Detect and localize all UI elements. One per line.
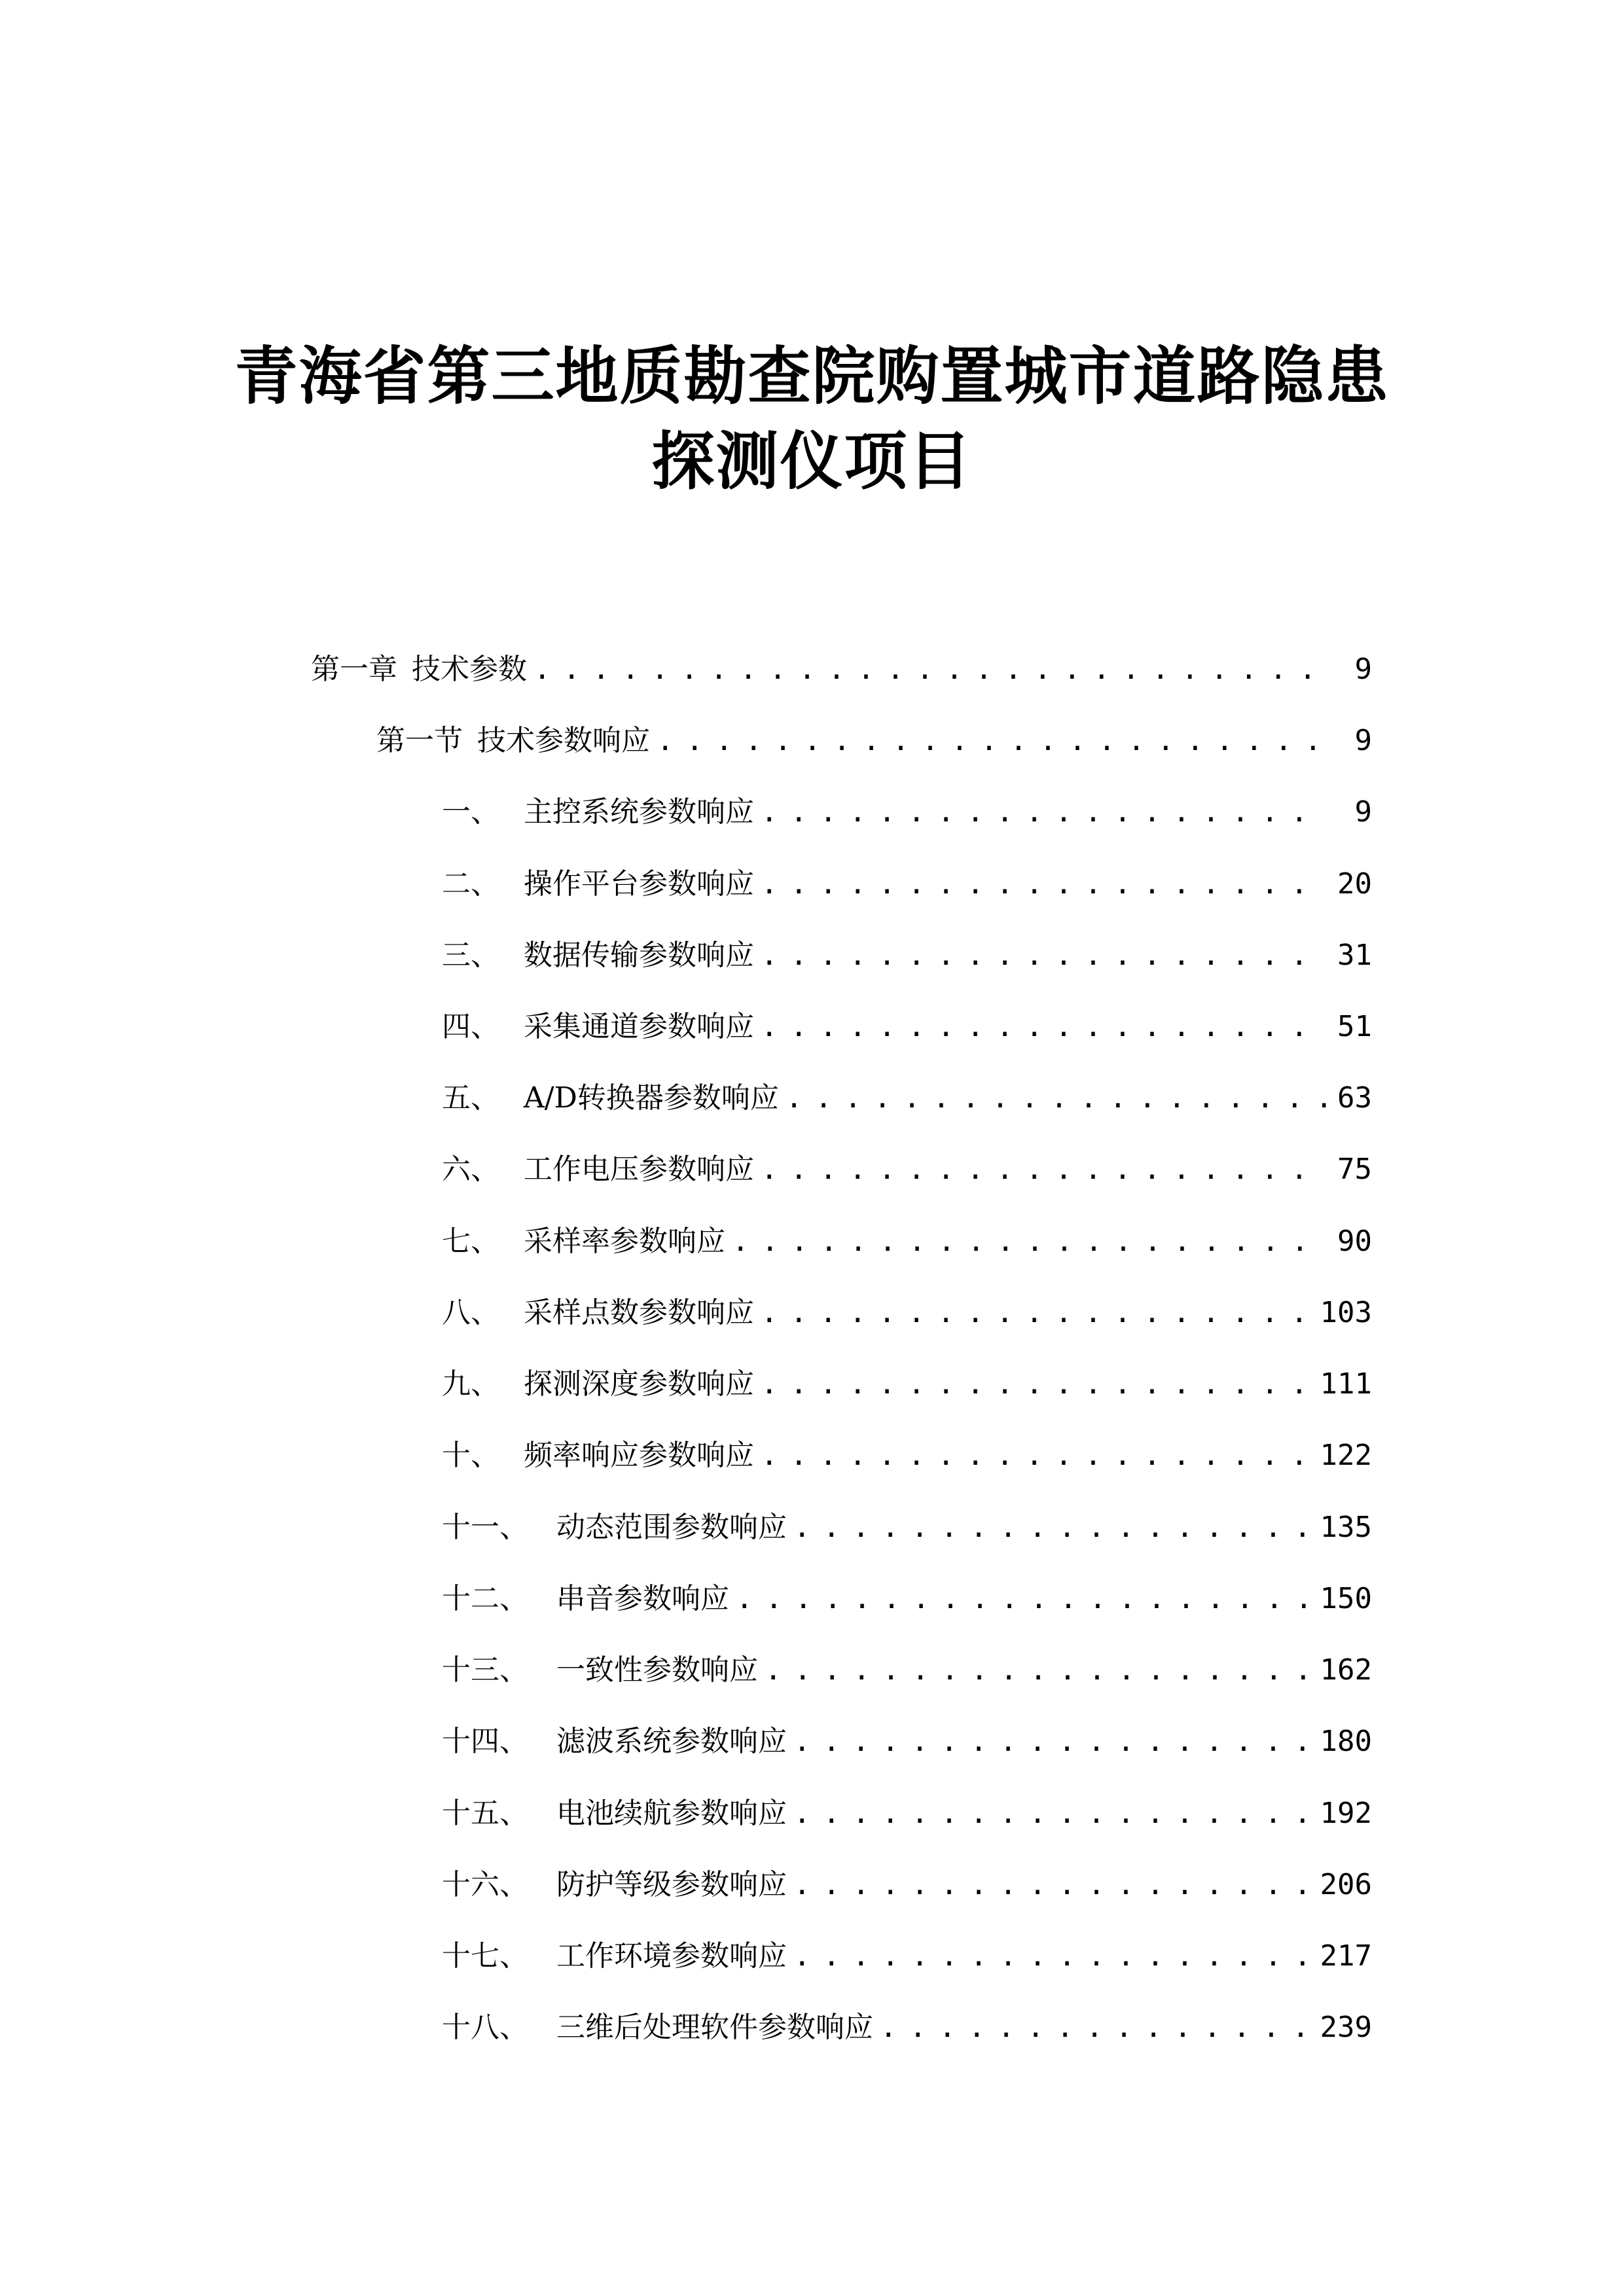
toc-dot-leader <box>880 2005 1314 2051</box>
toc-entry-page: 90 <box>1337 1225 1372 1258</box>
toc-entry-number: 六、 <box>442 1153 499 1186</box>
toc-entry-number: 七、 <box>442 1225 499 1258</box>
toc-entry-label: 采样点数参数响应 <box>524 1296 754 1329</box>
toc-entry-item-8[interactable] <box>442 1290 1372 1336</box>
toc-entry-label: 防护等级参数响应 <box>556 1868 787 1901</box>
toc-entry-number: 十、 <box>442 1439 499 1472</box>
toc-entry-page: 150 <box>1320 1582 1372 1615</box>
toc-entry-page: 122 <box>1320 1439 1372 1472</box>
toc-entry-page: 217 <box>1320 1939 1372 1973</box>
toc-entry-number: 十四、 <box>442 1725 528 1758</box>
toc-entry-page: 239 <box>1320 2011 1372 2044</box>
toc-dot-leader <box>761 933 1326 978</box>
toc-entry-page: 162 <box>1320 1653 1372 1687</box>
toc-entry-item-6[interactable] <box>442 1147 1372 1193</box>
toc-entry-item-11[interactable] <box>442 1505 1372 1551</box>
toc-entry-item-9[interactable] <box>442 1361 1372 1407</box>
toc-entry-page: 63 <box>1337 1081 1372 1115</box>
toc-entry-number: 十七、 <box>442 1939 528 1973</box>
toc-entry-item-15[interactable] <box>442 1791 1372 1837</box>
toc-dot-leader <box>761 1147 1326 1193</box>
toc-entry-page: 51 <box>1337 1010 1372 1043</box>
toc-entry-item-4[interactable] <box>442 1004 1372 1050</box>
toc-entry-item-1[interactable] <box>442 789 1372 835</box>
toc-dot-leader <box>793 1791 1314 1837</box>
toc-dot-leader <box>793 1719 1314 1765</box>
toc-entry-item-16[interactable] <box>442 1862 1372 1908</box>
toc-entry-label: 采集通道参数响应 <box>524 1010 754 1043</box>
toc-entry-page: 180 <box>1320 1725 1372 1758</box>
toc-entry-page: 111 <box>1320 1367 1372 1401</box>
toc-dot-leader <box>761 789 1326 835</box>
document-title-line-2: 探测仪项目 <box>651 425 973 498</box>
toc-entry-page: 206 <box>1320 1868 1372 1901</box>
toc-entry-number: 八、 <box>442 1296 499 1329</box>
toc-entry-number: 三、 <box>442 939 499 972</box>
toc-entry-item-5[interactable] <box>442 1075 1372 1121</box>
toc-entry-label: 电池续航参数响应 <box>556 1797 787 1830</box>
toc-dot-leader <box>533 647 1326 692</box>
toc-entry-label: A/D转换器参数响应 <box>524 1081 779 1115</box>
toc-entry-label: 三维后处理软件参数响应 <box>556 2011 873 2044</box>
toc-entry-number: 十五、 <box>442 1797 528 1830</box>
toc-entry-label: 探测深度参数响应 <box>524 1367 754 1401</box>
toc-entry-label: 采样率参数响应 <box>524 1225 725 1258</box>
toc-dot-leader <box>732 1219 1326 1265</box>
toc-entry-item-7[interactable] <box>442 1219 1372 1265</box>
toc-dot-leader <box>761 1433 1314 1479</box>
toc-entry-number: 十六、 <box>442 1868 528 1901</box>
toc-entry-page: 192 <box>1320 1797 1372 1830</box>
toc-entry-page: 9 <box>1354 795 1372 829</box>
toc-entry-label: 动态范围参数响应 <box>556 1511 787 1544</box>
document-title-line-1: 青海省第三地质勘查院购置城市道路隐患 <box>234 340 1390 413</box>
toc-entry-label: 主控系统参数响应 <box>524 795 754 829</box>
toc-entry-page: 9 <box>1354 653 1372 686</box>
toc-entry-item-3[interactable] <box>442 933 1372 978</box>
toc-entry-page: 20 <box>1337 867 1372 901</box>
toc-entry-label: 工作环境参数响应 <box>556 1939 787 1973</box>
toc-entry-label: 串音参数响应 <box>556 1582 729 1615</box>
toc-entry-label: 操作平台参数响应 <box>524 867 754 901</box>
toc-entry-label: 一致性参数响应 <box>556 1653 758 1687</box>
toc-dot-leader <box>736 1576 1314 1622</box>
toc-entry-chapter-1[interactable] <box>311 647 1372 692</box>
toc-entry-label: 滤波系统参数响应 <box>556 1725 787 1758</box>
toc-entry-number: 十八、 <box>442 2011 528 2044</box>
toc-dot-leader <box>761 861 1326 907</box>
toc-entry-number: 第一节 <box>376 724 463 757</box>
toc-dot-leader <box>785 1075 1326 1121</box>
toc-entry-number: 第一章 <box>311 653 397 686</box>
toc-entry-label: 工作电压参数响应 <box>524 1153 754 1186</box>
toc-dot-leader <box>657 718 1326 764</box>
toc-entry-number: 九、 <box>442 1367 499 1401</box>
toc-entry-item-12[interactable] <box>442 1576 1372 1622</box>
toc-entry-section-1[interactable] <box>376 718 1372 764</box>
toc-entry-number: 十一、 <box>442 1511 528 1544</box>
toc-entry-number: 一、 <box>442 795 499 829</box>
toc-entry-number: 十二、 <box>442 1582 528 1615</box>
toc-dot-leader <box>793 1933 1314 1979</box>
toc-entry-item-13[interactable] <box>442 1647 1372 1693</box>
toc-entry-label: 技术参数 <box>412 653 527 686</box>
toc-dot-leader <box>761 1361 1314 1407</box>
toc-entry-label: 数据传输参数响应 <box>524 939 754 972</box>
toc-entry-page: 31 <box>1337 939 1372 972</box>
toc-entry-page: 75 <box>1337 1153 1372 1186</box>
toc-entry-page: 9 <box>1354 724 1372 757</box>
toc-entry-number: 四、 <box>442 1010 499 1043</box>
toc-entry-item-14[interactable] <box>442 1719 1372 1765</box>
toc-dot-leader <box>793 1505 1314 1551</box>
toc-entry-item-17[interactable] <box>442 1933 1372 1979</box>
toc-entry-label: 频率响应参数响应 <box>524 1439 754 1472</box>
toc-dot-leader <box>761 1290 1314 1336</box>
toc-entry-number: 十三、 <box>442 1653 528 1687</box>
toc-dot-leader <box>765 1647 1314 1693</box>
toc-entry-item-18[interactable] <box>442 2005 1372 2051</box>
toc-entry-number: 二、 <box>442 867 499 901</box>
toc-entry-number: 五、 <box>442 1081 499 1115</box>
toc-dot-leader <box>761 1004 1326 1050</box>
toc-entry-page: 103 <box>1320 1296 1372 1329</box>
toc-dot-leader <box>793 1862 1314 1908</box>
toc-entry-page: 135 <box>1320 1511 1372 1544</box>
toc-entry-item-2[interactable] <box>442 861 1372 907</box>
toc-entry-label: 技术参数响应 <box>477 724 650 757</box>
toc-entry-item-10[interactable] <box>442 1433 1372 1479</box>
